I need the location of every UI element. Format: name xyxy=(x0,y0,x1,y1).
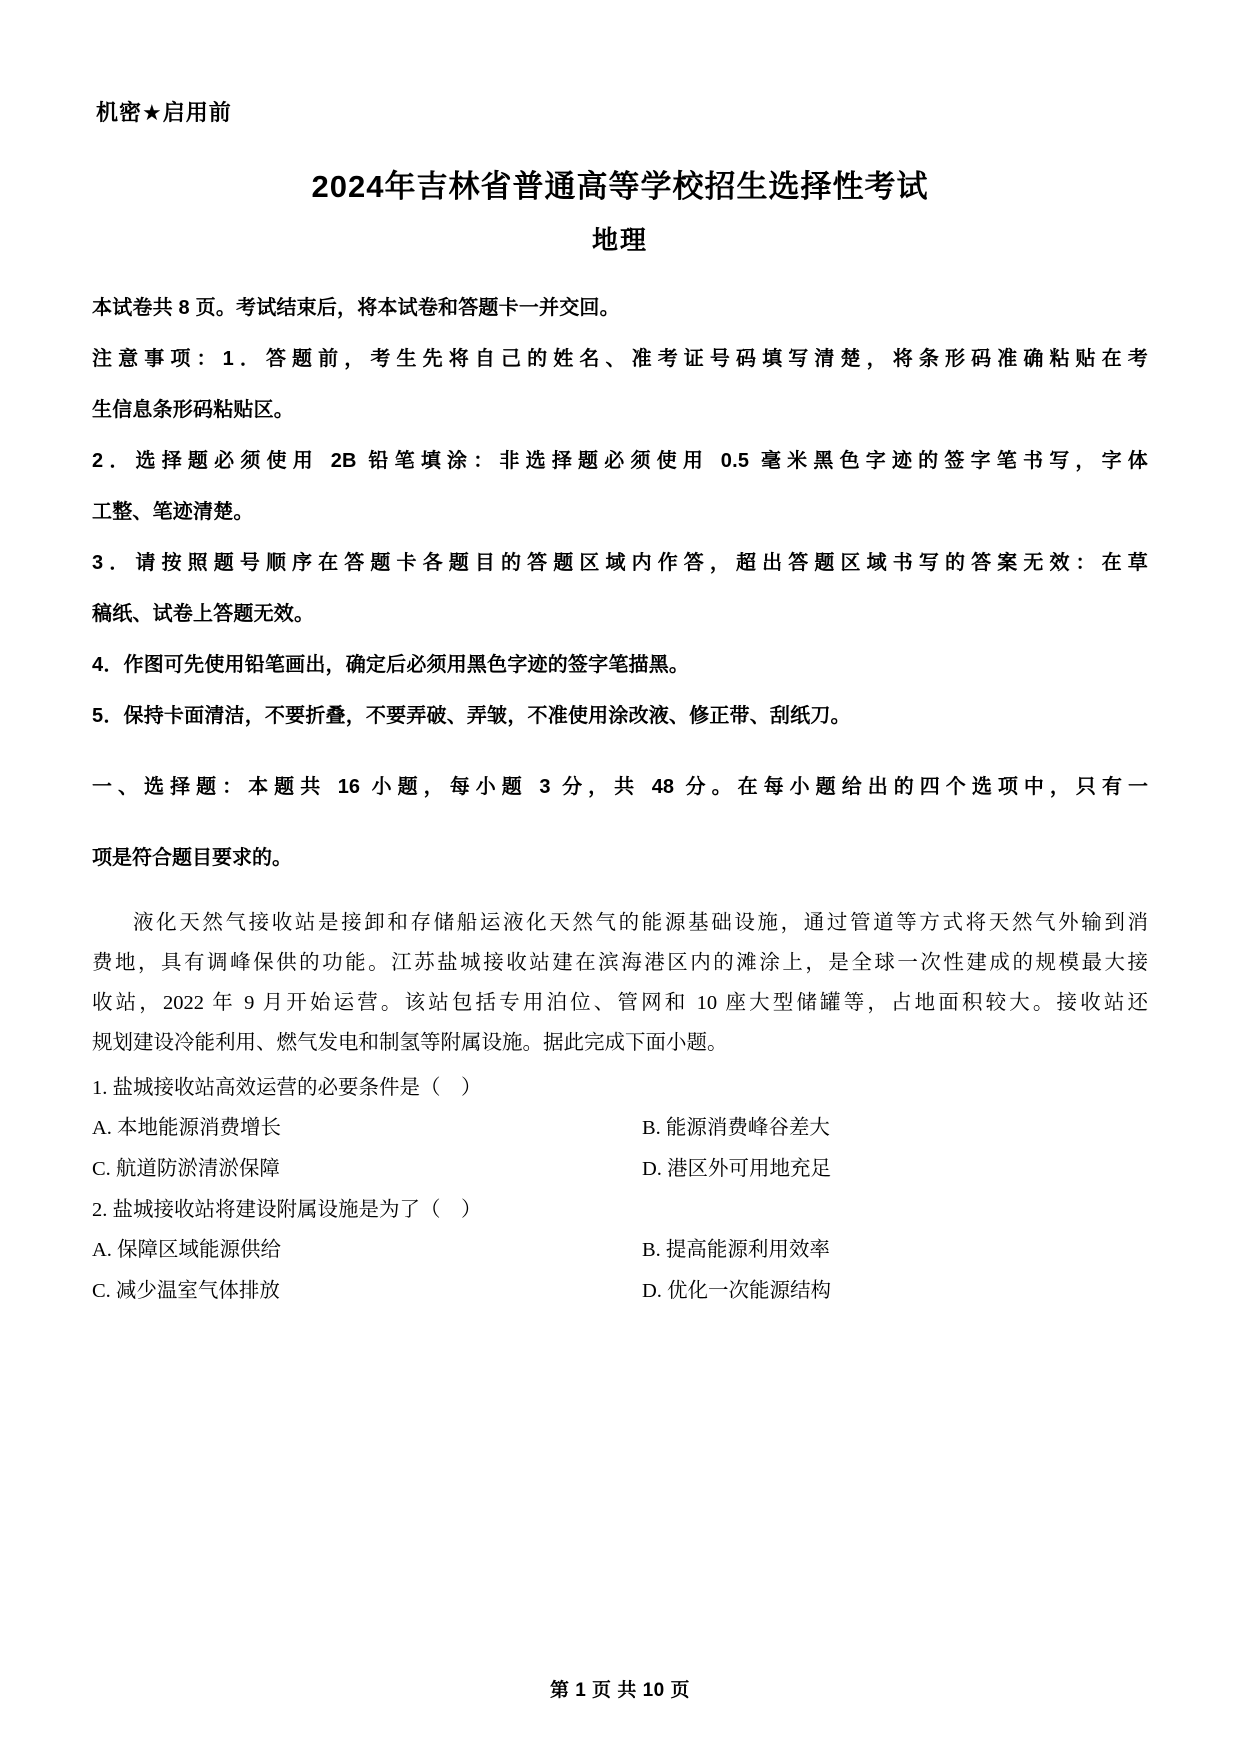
passage-line-1: 液化天然气接收站是接卸和存储船运液化天然气的能源基础设施，通过管道等方式将天然气外输到消 xyxy=(133,912,1148,934)
questions-block xyxy=(92,1068,1148,1311)
question-2-stem: 2. 盐城接收站将建设附属设施是为了（ ） xyxy=(92,1198,482,1221)
notice-item-1b: 生信息条形码粘贴区。 xyxy=(92,399,294,421)
passage-line-3: 收站，2022 年 9 月开始运营。该站包括专用泊位、管网和 10 座大型储罐等，占地面积较大。接收站还 xyxy=(92,991,1148,1014)
notice-item-1a: 注意事项：1．答题前，考生先将自己的姓名、准考证号码填写清楚，将条形码准确粘贴在考 xyxy=(92,348,1148,370)
question-2-options-row-1 xyxy=(92,1230,1148,1271)
notice-item-2b: 工整、笔迹清楚。 xyxy=(92,501,254,523)
exam-title: 2024年吉林省普通高等学校招生选择性考试 xyxy=(311,169,929,204)
secrecy-mark: 机密★启用前 xyxy=(96,100,232,125)
question-2-option-b[interactable]: B. 提高能源利用效率 xyxy=(642,1239,830,1262)
notice-block xyxy=(92,283,1148,742)
question-2-options-row-2 xyxy=(92,1271,1148,1312)
page-footer: 第 1 页 共 10 页 xyxy=(549,1680,691,1701)
passage-block xyxy=(92,904,1148,1064)
notice-item-2a: 2．选择题必须使用 2B 铅笔填涂：非选择题必须使用 0.5 毫米黑色字迹的签字笔书写，字体 xyxy=(92,450,1148,472)
question-1-option-b[interactable]: B. 能源消费峰谷差大 xyxy=(642,1117,830,1140)
notice-item-3b: 稿纸、试卷上答题无效。 xyxy=(92,603,315,625)
question-1-options-row-1 xyxy=(92,1108,1148,1149)
question-2-option-c[interactable]: C. 减少温室气体排放 xyxy=(92,1279,280,1302)
subject-title: 地理 xyxy=(591,225,648,255)
notice-item-5: 5．保持卡面清洁，不要折叠，不要弄破、弄皱，不准使用涂改液、修正带、刮纸刀。 xyxy=(92,705,851,727)
notice-item-4: 4．作图可先使用铅笔画出，确定后必须用黑色字迹的签字笔描黑。 xyxy=(92,654,690,676)
notice-paper-info: 本试卷共 8 页。考试结束后，将本试卷和答题卡一并交回。 xyxy=(92,297,620,319)
question-1-option-a[interactable]: A. 本地能源消费增长 xyxy=(92,1117,282,1140)
passage-line-4: 规划建设冷能利用、燃气发电和制氢等附属设施。据此完成下面小题。 xyxy=(92,1031,728,1054)
section-heading xyxy=(92,762,1148,884)
question-2-option-a[interactable]: A. 保障区域能源供给 xyxy=(92,1239,282,1262)
question-2-option-d[interactable]: D. 优化一次能源结构 xyxy=(642,1279,832,1302)
question-1-options-row-2 xyxy=(92,1149,1148,1190)
notice-item-3a: 3．请按照题号顺序在答题卡各题目的答题区域内作答，超出答题区域书写的答案无效：在草 xyxy=(92,552,1148,574)
section-heading-line-2: 项是符合题目要求的。 xyxy=(92,847,292,869)
passage-line-2: 费地，具有调峰保供的功能。江苏盐城接收站建在滨海港区内的滩涂上，是全球一次性建成的规模最大接 xyxy=(92,951,1148,974)
section-heading-line-1: 一、选择题：本题共 16 小题，每小题 3 分，共 48 分。在每小题给出的四个选项中，只有一 xyxy=(92,776,1148,798)
question-1-stem: 1. 盐城接收站高效运营的必要条件是（ ） xyxy=(92,1076,482,1099)
question-1-option-d[interactable]: D. 港区外可用地充足 xyxy=(642,1158,832,1181)
question-1-option-c[interactable]: C. 航道防淤清淤保障 xyxy=(92,1158,280,1181)
